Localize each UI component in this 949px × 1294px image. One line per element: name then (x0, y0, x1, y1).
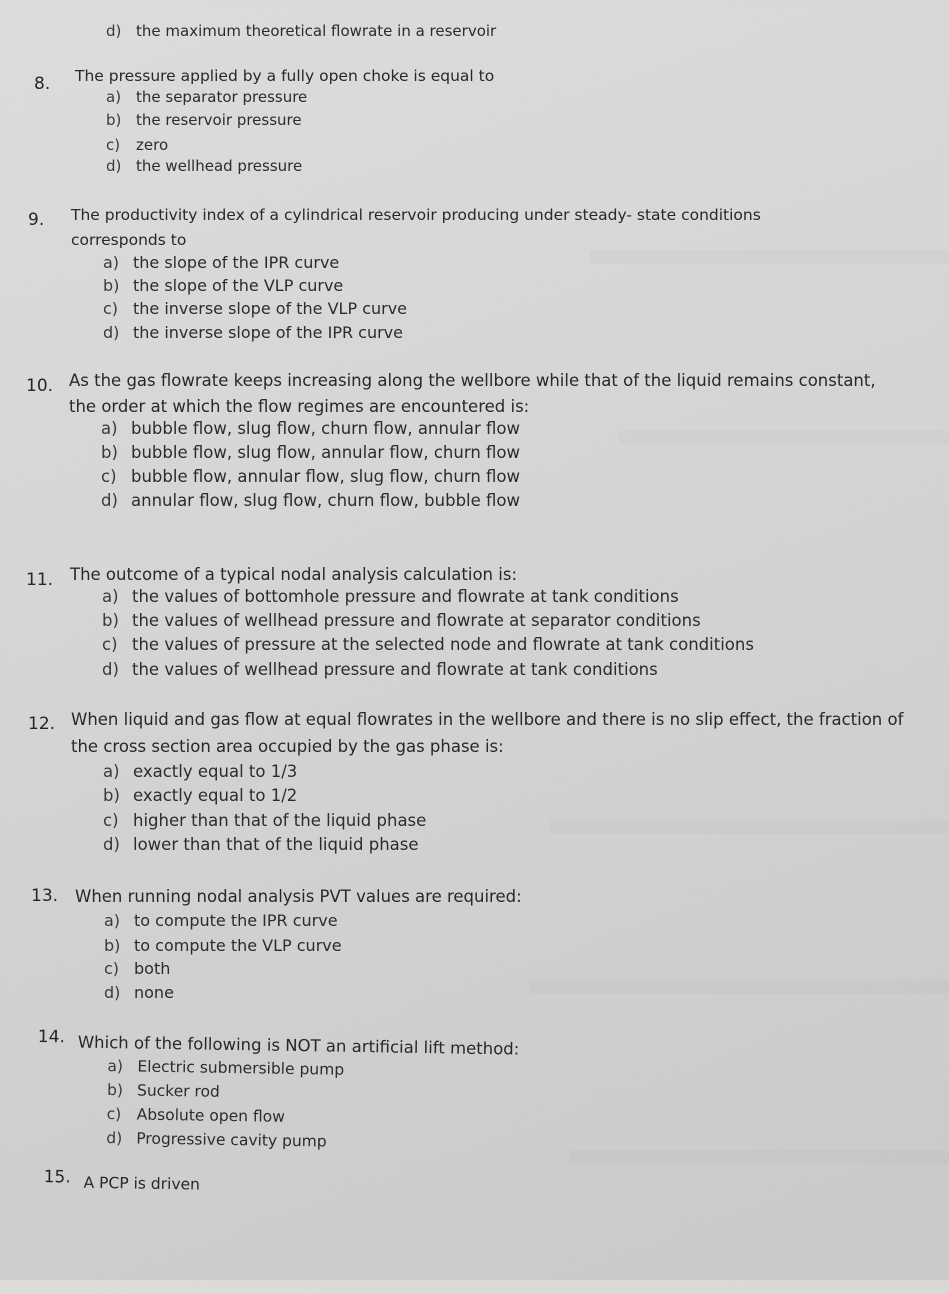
question-13-option-b: b) to compute the VLP curve (104, 936, 342, 955)
question-9-text-line-1: The productivity index of a cylindrical reservoir producing under steady- state conditions (71, 206, 761, 224)
question-10-option-b: b) bubble flow, slug flow, annular flow, churn flow (101, 443, 521, 462)
question-12-option-c: c) higher than that of the liquid phase (103, 811, 427, 830)
question-14-option-d: d) Progressive cavity pump (106, 1129, 327, 1151)
question-9-option-b: b) the slope of the VLP curve (103, 276, 344, 295)
question-14-option-b: b) Sucker rod (106, 1081, 221, 1101)
question-8-option-d: d) the wellhead pressure (106, 157, 303, 175)
question-14-option-c: c) Absolute open flow (106, 1105, 286, 1126)
question-12-option-b: b) exactly equal to 1/2 (103, 786, 298, 805)
question-11-option-b: b) the values of wellhead pressure and flowrate at separator conditions (102, 611, 701, 630)
question-15-text: A PCP is driven (83, 1173, 201, 1194)
question-13-number: 13. (31, 886, 59, 906)
question-14-option-a: a) Electric submersible pump (107, 1057, 345, 1079)
question-8-option-b: b) the reservoir pressure (106, 111, 302, 129)
question-12-option-d: d) lower than that of the liquid phase (103, 835, 419, 854)
question-10-text-line-2: the order at which the flow regimes are encountered is: (69, 397, 530, 416)
question-10-number: 10. (26, 376, 54, 396)
question-13-option-c: c) both (104, 959, 171, 978)
option-letter: d) (106, 22, 122, 40)
question-8-option-a: a) the separator pressure (106, 88, 308, 106)
question-12-number: 12. (28, 714, 56, 734)
question-9-text-line-2: corresponds to (71, 231, 187, 249)
question-12-option-a: a) exactly equal to 1/3 (103, 762, 298, 781)
question-11-option-a: a) the values of bottomhole pressure and flowrate at tank conditions (102, 587, 679, 606)
question-9-option-a: a) the slope of the IPR curve (103, 253, 340, 272)
question-8-text: The pressure applied by a fully open choke is equal to (75, 67, 495, 85)
question-14-number: 14. (37, 1026, 66, 1048)
question-8-number: 8. (34, 74, 51, 94)
question-12-text-line-2: the cross section area occupied by the gas phase is: (71, 737, 504, 756)
question-9-option-d: d) the inverse slope of the IPR curve (103, 323, 403, 342)
question-13-option-d: d) none (104, 983, 174, 1002)
option-text: the maximum theoretical flowrate in a reservoir (136, 22, 497, 40)
question-9-option-c: c) the inverse slope of the VLP curve (103, 299, 408, 318)
question-11-text: The outcome of a typical nodal analysis calculation is: (70, 565, 517, 584)
question-10-text-line-1: As the gas flowrate keeps increasing along the wellbore while that of the liquid remains constant, (69, 371, 876, 390)
question-13-text: When running nodal analysis PVT values are required: (75, 887, 522, 906)
question-11-option-c: c) the values of pressure at the selected node and flowrate at tank conditions (102, 635, 754, 654)
question-10-option-a: a) bubble flow, slug flow, churn flow, annular flow (101, 419, 521, 438)
question-13-option-a: a) to compute the IPR curve (104, 911, 338, 930)
question-8-option-c: c) zero (106, 136, 169, 154)
question-12-text-line-1: When liquid and gas flow at equal flowrates in the wellbore and there is no slip effect, the fraction of (71, 710, 904, 729)
question-14-text: Which of the following is NOT an artificial lift method: (77, 1032, 520, 1059)
question-11-option-d: d) the values of wellhead pressure and flowrate at tank conditions (102, 660, 658, 679)
question-10-option-d: d) annular flow, slug flow, churn flow, bubble flow (101, 491, 521, 510)
question-11-number: 11. (26, 570, 54, 590)
question-10-option-c: c) bubble flow, annular flow, slug flow, churn flow (101, 467, 521, 486)
question-9-number: 9. (28, 210, 45, 230)
question-15-number: 15. (43, 1167, 71, 1188)
